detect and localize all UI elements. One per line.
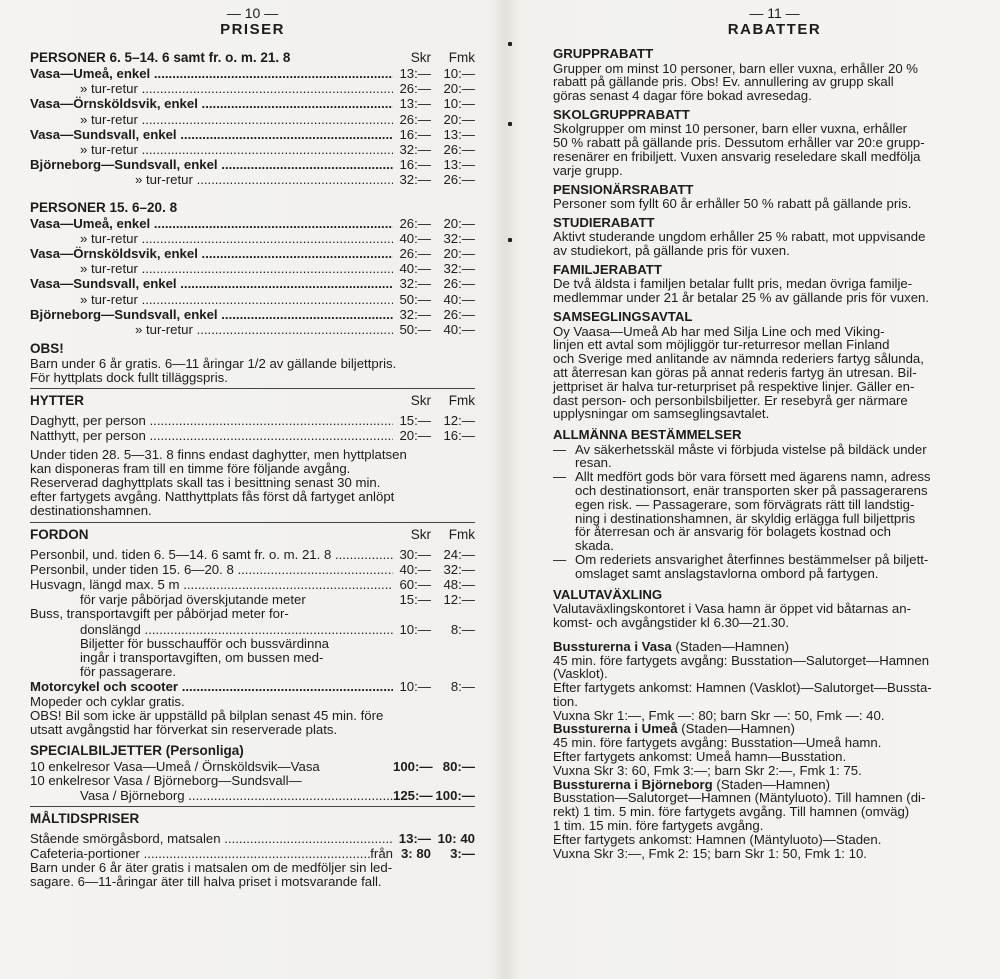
price-row: [30, 292, 475, 307]
bullet-dash: —: [553, 469, 567, 485]
group-discount-title: GRUPPRABATT: [553, 46, 654, 61]
price-sek: 50:—: [399, 291, 431, 307]
price-sek: 13:—: [398, 830, 431, 846]
price-fmk: 12:—: [443, 413, 475, 429]
route-label: » tur-retur .....: [30, 231, 393, 246]
group-line: rabatt på gällande pris. Obs! Ev. annullering av grupp skall: [553, 74, 894, 90]
rule-item: [553, 443, 996, 471]
col-sek-label: Skr: [410, 393, 431, 409]
meals-title: MÅLTIDSPRISER: [30, 811, 140, 827]
price-row: [30, 157, 475, 172]
route-label: Björneborg—Sundsvall, enkel .....: [30, 307, 393, 322]
rule-line: Om rederiets ansvarighet återfinnes bestämmelser på biljett-: [575, 552, 929, 568]
price-row: [30, 231, 475, 246]
cabin-label: Daghytt, per person .....: [30, 413, 393, 428]
price-fmk: 10:—: [443, 96, 475, 112]
price-sek: 40:—: [399, 261, 431, 277]
price-row: [30, 261, 475, 276]
obs-line: Barn under 6 år gratis. 6—11 åringar 1/2 av gällande biljettpris.: [30, 355, 397, 371]
price-sek: 13:—: [399, 66, 431, 81]
rule-line: för återresan och är ansvarig för bolagets kostnad och: [575, 524, 891, 540]
cosailing-title: SAMSEGLINGSAVTAL: [553, 309, 693, 325]
col-sek-label: Skr: [410, 50, 431, 65]
price-row: [30, 592, 475, 607]
price-fmk: 100:—: [435, 788, 475, 804]
persons-season2-title: PERSONER 15. 6–20. 8: [30, 199, 178, 215]
price-fmk: 12:—: [443, 592, 475, 608]
family-line: De två äldsta i familjen betalar fullt pris, medan övriga familje-: [553, 276, 913, 292]
rule-line: omslaget samt anslagstavlorna ombord på fartygen.: [575, 565, 879, 581]
vehicle-label: för varje påbörjad överskjutande meter: [80, 592, 306, 608]
meal-note-line: Barn under 6 år äter gratis i matsalen om de medföljer sin led-: [30, 860, 393, 876]
route-label: Vasa—Umeå, enkel .....: [30, 216, 393, 231]
route-label: Björneborg—Sundsvall, enkel .....: [30, 157, 393, 172]
pension-line: Personer som fyllt 60 år erhåller 50 % rabatt på gällande pris.: [553, 196, 912, 212]
col-fmk-label: Fmk: [448, 393, 475, 409]
bus-bjorneborg-heading: [553, 778, 996, 792]
price-sek: 30:—: [399, 546, 431, 562]
rule-line: och destinationsort, enär transporten sker på passagerarens: [575, 483, 928, 499]
special-label: 10 enkelresor Vasa—Umeå / Örnsköldsvik—Vasa: [30, 758, 320, 774]
page-title-prices: PRISER: [220, 21, 285, 38]
meal-note-line: sagare. 6—11-åringar äter till halva priset i motsvarande fall.: [30, 874, 382, 890]
price-sek: 50:—: [399, 322, 431, 338]
price-fmk: 16:—: [443, 428, 475, 444]
price-sek: 60:—: [399, 576, 431, 592]
route-label: Vasa—Sundsvall, enkel .....: [30, 127, 393, 142]
price-fmk: 32:—: [443, 561, 475, 577]
rule-line: ning i destinationshamnen, är skyldig erlägga full biljettpris: [575, 510, 916, 526]
price-fmk: 80:—: [442, 758, 475, 774]
route-label: » tur-retur .....: [30, 142, 393, 157]
family-line: medlemmar under 21 år betalar 25 % av gällande pris för vuxen.: [553, 290, 930, 306]
price-fmk: 48:—: [443, 576, 475, 592]
school-line: resenärer en fribiljett. Vuxen ansvarig reseledare skall medfölja: [553, 148, 921, 164]
group-line: göras senast 4 dagar före bokad avresedag.: [553, 88, 812, 104]
school-line: varje grupp.: [553, 162, 623, 178]
vehicles-title: FORDON: [30, 526, 89, 542]
cosailing-line: upplysningar om samseglingsavtalet.: [553, 406, 770, 422]
vehicle-label: Personbil, under tiden 15. 6—20. 8 .....: [30, 562, 393, 577]
cosailing-line: jettpriset är halva tur-returpriset på respektive linjer. Gäller en-: [553, 378, 915, 394]
bus-vasa-line: (Vasklot).: [553, 666, 608, 682]
cabin-note-line: kan disponeras fram till en timme före följande avgång.: [30, 460, 351, 476]
special-tickets-title: SPECIALBILJETTER (Personliga): [30, 743, 244, 759]
price-fmk: 20:—: [443, 246, 475, 262]
bus-note-line: för passagerare.: [80, 664, 177, 680]
binding-mark: [508, 122, 512, 126]
price-sek: 13:—: [399, 96, 431, 112]
price-sek: 100:—: [393, 758, 433, 774]
vehicles-heading: [30, 527, 475, 543]
bus-bjorneborg-line: Busstation—Salutorget—Hamnen (Mäntyluoto). Till hamnen (di-: [553, 790, 926, 806]
page-number-left: — 10 —: [226, 5, 279, 21]
bus-vasa-line: 45 min. före fartygets avgång: Busstation—Salutorget—Hamnen: [553, 652, 930, 668]
persons-season2-heading: [30, 200, 475, 216]
cabins-title: HYTTER: [30, 393, 84, 409]
bus-vasa-line: Efter fartygets ankomst: Hamnen (Vasklot)—Salutorget—Bussta-: [553, 680, 932, 696]
cosailing-line: linjen ett avtal som möjliggör tur-returresor mellan Finland: [553, 337, 890, 353]
cabin-note-line: destinationshamnen.: [30, 503, 152, 519]
cosailing-line: och Sverige med anlitande av nämnda rederiers fartyg sålunda,: [553, 351, 924, 367]
price-sek: 32:—: [399, 172, 431, 188]
route-label: Vasa—Örnsköldsvik, enkel .....: [30, 246, 393, 261]
section-divider: [30, 806, 475, 807]
persons-season1-heading: [30, 50, 475, 66]
cabin-note-line: efter fartygets avgång. Natthyttplats fås först då fartyget anlöpt: [30, 489, 395, 505]
cabin-note-line: Under tiden 28. 5—31. 8 finns endast daghytter, men hyttplatsen: [30, 446, 407, 462]
currency-exchange-title: VALUTAVÄXLING: [553, 586, 663, 602]
price-fmk: 26:—: [443, 172, 475, 188]
vehicle-obs-line: OBS! Bil som icke är uppställd på bilplan senast 45 min. före: [30, 707, 384, 723]
student-line: av studiekort, på gällande pris för vuxen.: [553, 243, 790, 259]
cosailing-line: Oy Vaasa—Umeå Ab har med Silja Line och med Viking-: [553, 323, 885, 339]
rule-line: Allt medfört gods bör vara försett med ägarens namn, adress: [575, 469, 931, 485]
bus-note-line: ingår i transportavgiften, om bussen med-: [80, 650, 324, 665]
moped-note: Mopeder och cyklar gratis.: [30, 693, 185, 709]
route-label: » tur-retur .....: [30, 322, 393, 337]
price-row: [30, 246, 475, 261]
bus-vasa-line: tion.: [553, 693, 578, 709]
rule-item: [553, 470, 996, 553]
bus-line: Buss, transportavgift per påbörjad meter for-: [30, 606, 289, 622]
price-fmk: 26:—: [443, 142, 475, 158]
binding-mark: [508, 238, 512, 242]
price-fmk: 32:—: [443, 230, 475, 246]
bus-bjorneborg-title: Bussturerna i Björneborg: [553, 776, 713, 792]
group-line: Grupper om minst 10 personer, barn eller vuxna, erhåller 20 %: [553, 60, 919, 76]
vehicle-label: Personbil, und. tiden 6. 5—14. 6 samt fr. o. m. 21. 8 .....: [30, 547, 393, 562]
bus-bjorneborg-line: rekt) 1 tim. 5 min. före fartygets avgång. Till hamnen (omväg): [553, 804, 910, 820]
page-number-right: — 11 —: [749, 5, 800, 21]
persons-season1-title: PERSONER 6. 5–14. 6 samt fr. o. m. 21. 8: [30, 50, 291, 65]
price-sek: 16:—: [399, 157, 431, 173]
price-fmk: 3:—: [450, 846, 475, 862]
bus-umea-line: Efter fartygets ankomst: Umeå hamn—Busstation.: [553, 749, 847, 765]
rule-line: egen risk. — Passagerare, som förvägrats rätt till landstig-: [575, 496, 915, 512]
bus-umea-line: Vuxna Skr 3: 60, Fmk 3:—; barn Skr 2:—, Fmk 1: 75.: [553, 762, 862, 778]
price-fmk: 8:—: [450, 621, 475, 637]
price-fmk: 8:—: [450, 679, 475, 695]
obs-line: För hyttplats dock fullt tilläggspris.: [30, 369, 228, 385]
price-row: [30, 172, 475, 187]
route-label: Vasa—Örnsköldsvik, enkel .....: [30, 96, 393, 111]
price-fmk: 32:—: [443, 261, 475, 277]
price-row: [30, 112, 475, 127]
price-row: [30, 679, 475, 694]
price-fmk: 13:—: [443, 126, 475, 142]
price-sek: 15:—: [399, 592, 431, 608]
price-fmk: 20:—: [443, 81, 475, 97]
rule-item: [553, 553, 996, 581]
price-row: [30, 547, 475, 562]
price-row: [30, 562, 475, 577]
route-label: Vasa—Umeå, enkel .....: [30, 66, 393, 81]
obs-heading: OBS!: [30, 341, 64, 357]
bus-vasa-sub: (Staden—Hamnen): [675, 638, 790, 654]
price-fmk: 10: 40: [437, 830, 475, 846]
price-sek: 125:—: [393, 788, 433, 804]
family-discount-title: FAMILJERABATT: [553, 261, 662, 277]
price-sek: 32:—: [399, 142, 431, 158]
price-row: [30, 831, 475, 846]
student-line: Aktivt studerande ungdom erhåller 25 % rabatt, mot uppvisande: [553, 229, 926, 245]
section-divider: [30, 522, 475, 523]
route-label: » tur-retur .....: [30, 261, 393, 276]
price-row: [30, 216, 475, 231]
bus-bjorneborg-line: Efter fartygets ankomst: Hamnen (Mäntyluoto)—Staden.: [553, 831, 882, 847]
bus-note-line: Biljetter för busschaufför och bussvärdinna: [80, 635, 329, 651]
page-title-discounts: RABATTER: [727, 21, 822, 38]
bus-label: donslängd .....: [30, 622, 393, 637]
bus-vasa-title: Bussturerna i Vasa: [553, 638, 672, 654]
price-fmk: 40:—: [443, 322, 475, 338]
special-label: Vasa / Björneborg .....: [30, 788, 393, 803]
price-row: [30, 428, 475, 443]
price-sek: 26:—: [399, 81, 431, 97]
price-sek: 32:—: [399, 276, 431, 292]
price-fmk: 26:—: [443, 276, 475, 292]
price-sek: 16:—: [399, 126, 431, 142]
bus-bjorneborg-line: Vuxna Skr 3:—, Fmk 2: 15; barn Skr 1: 50, Fmk 1: 10.: [553, 845, 867, 861]
price-sek: 10:—: [399, 679, 431, 695]
price-fmk: 10:—: [443, 66, 475, 81]
price-fmk: 24:—: [443, 546, 475, 562]
price-fmk: 20:—: [443, 215, 475, 231]
bus-vasa-heading: [553, 640, 996, 654]
rule-line: resan.: [575, 455, 612, 471]
bullet-dash: —: [553, 552, 567, 568]
price-row: [30, 96, 475, 111]
price-row: [30, 622, 475, 637]
route-label: » tur-retur .....: [30, 172, 393, 187]
price-row: [30, 413, 475, 428]
section-divider: [30, 388, 475, 389]
student-discount-title: STUDIERABATT: [553, 214, 655, 230]
cosailing-line: att återresan kan göras på annat rederis fartyg än utresan. Bil-: [553, 364, 917, 380]
rule-line: Av säkerhetsskäl måste vi förbjuda vistelse på bildäck under: [575, 441, 927, 457]
price-sek: 10:—: [399, 621, 431, 637]
bus-bjorneborg-sub: (Staden—Hamnen): [716, 776, 831, 792]
price-fmk: 20:—: [443, 111, 475, 127]
price-sek: 26:—: [399, 111, 431, 127]
cosailing-line: dast person- och personbilsbiljetter. Er resebyrå ger närmare: [553, 392, 908, 408]
binding-mark: [508, 42, 512, 46]
cabin-label: Natthytt, per person .....: [30, 428, 393, 443]
exchange-line: komst- och avgångstider kl 6.30—21.30.: [553, 614, 790, 630]
exchange-line: Valutaväxlingskontoret i Vasa hamn är öppet vid båtarnas an-: [553, 601, 911, 617]
price-row: [30, 759, 475, 774]
price-fmk: 40:—: [443, 291, 475, 307]
motorcycle-label: Motorcykel och scooter .....: [30, 679, 393, 694]
bus-umea-title: Bussturerna i Umeå: [553, 721, 678, 737]
route-label: Vasa—Sundsvall, enkel .....: [30, 276, 393, 291]
rule-line: skada.: [575, 538, 614, 554]
price-sek: 3: 80: [400, 846, 431, 862]
col-sek-label: Skr: [410, 526, 431, 542]
meal-label: Stående smörgåsbord, matsalen .....: [30, 831, 393, 846]
price-sek: 40:—: [399, 561, 431, 577]
price-row: [30, 577, 475, 592]
price-row: [30, 307, 475, 322]
price-sek: 15:—: [399, 413, 431, 429]
bus-umea-heading: [553, 722, 996, 736]
price-row: [30, 846, 475, 861]
special-line: 10 enkelresor Vasa / Björneborg—Sundsvall—: [30, 772, 302, 788]
route-label: » tur-retur .....: [30, 292, 393, 307]
price-fmk: 13:—: [443, 157, 475, 173]
general-rules-title: ALLMÄNNA BESTÄMMELSER: [553, 427, 742, 443]
bus-bjorneborg-line: 1 tim. 15 min. före fartygets avgång.: [553, 818, 764, 834]
bus-umea-sub: (Staden—Hamnen): [681, 721, 795, 737]
route-label: » tur-retur .....: [30, 112, 393, 127]
school-line: 50 % rabatt på gällande pris. Dessutom erhåller var 20:e grupp-: [553, 135, 925, 151]
price-row: [30, 66, 475, 81]
price-sek: 32:—: [399, 306, 431, 322]
price-sek: 26:—: [399, 246, 431, 262]
meal-label: Cafeteria-portioner .....: [30, 846, 370, 861]
price-sek: 26:—: [399, 215, 431, 231]
school-line: Skolgrupper om minst 10 personer, barn eller vuxna, erhåller: [553, 121, 908, 137]
price-row: [30, 127, 475, 142]
price-row: [30, 788, 475, 803]
price-row: [30, 276, 475, 291]
price-row: [30, 142, 475, 157]
route-label: » tur-retur .....: [30, 81, 393, 96]
left-page: [30, 0, 475, 979]
col-fmk-label: Fmk: [448, 50, 475, 65]
vehicle-label: Husvagn, längd max. 5 m .....: [30, 577, 393, 592]
pensioner-discount-title: PENSIONÄRSRABATT: [553, 181, 694, 197]
vehicle-obs-line: utsatt avgångstid har förverkat sin reserverade plats.: [30, 722, 338, 738]
school-discount-title: SKOLGRUPPRABATT: [553, 106, 690, 122]
price-row: [30, 322, 475, 337]
price-sek: 20:—: [399, 428, 431, 444]
col-fmk-label: Fmk: [448, 526, 475, 542]
bus-vasa-line: Vuxna Skr 1:—, Fmk —: 80; barn Skr —: 50, Fmk —: 40.: [553, 707, 885, 723]
cabins-heading: [30, 393, 475, 409]
cabin-note-line: Reserverad daghyttplats skall tas i besittning senast 30 min.: [30, 474, 381, 490]
right-page: [553, 0, 996, 979]
bus-umea-line: 45 min. före fartygets avgång: Busstation—Umeå hamn.: [553, 735, 882, 751]
price-sek: 40:—: [399, 230, 431, 246]
price-row: [30, 81, 475, 96]
bullet-dash: —: [553, 441, 567, 457]
meal-from: från: [370, 846, 393, 862]
price-fmk: 26:—: [443, 306, 475, 322]
